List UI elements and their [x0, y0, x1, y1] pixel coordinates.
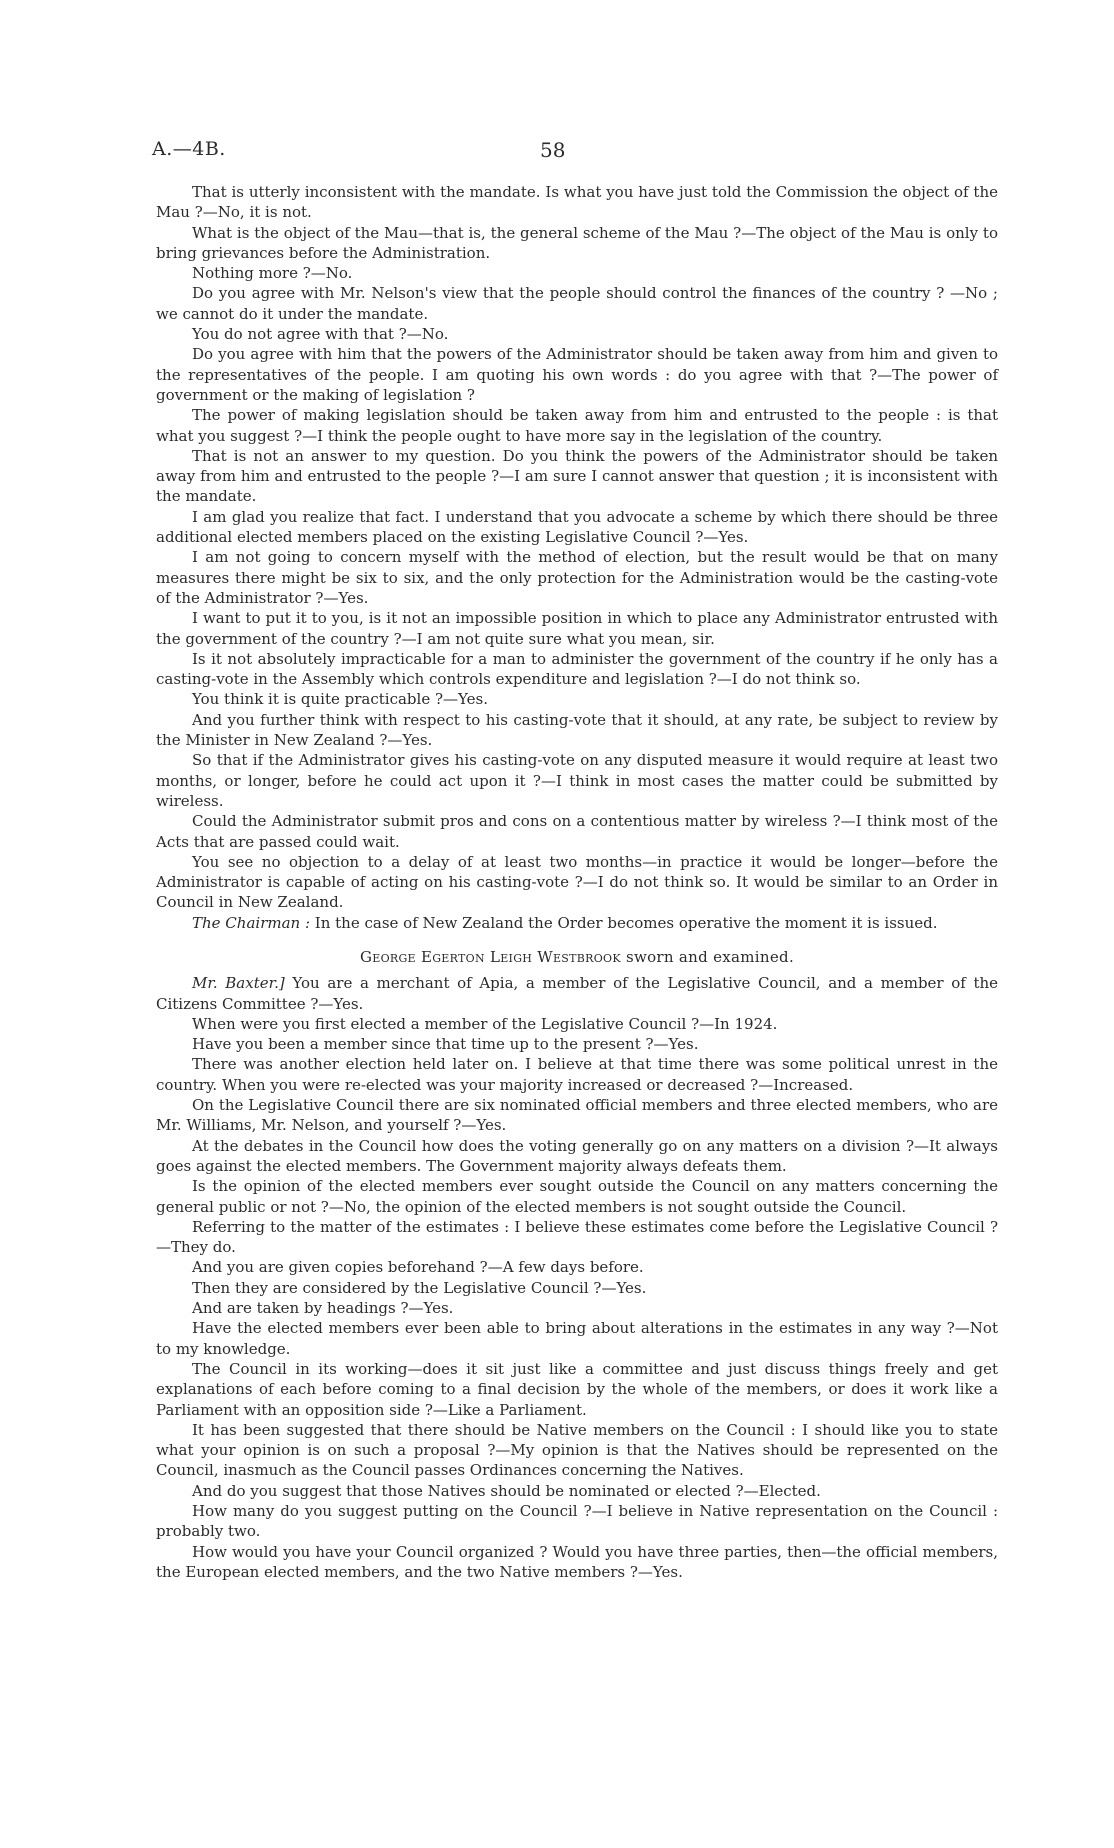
baxter-question — [156, 973, 998, 1014]
testimony-paragraph: So that if the Administrator gives his casting-vote on any disputed measure it would require at least two months, or longer, before he could act upon it ?—I think in most cases the matter could be submitted by wireless. — [156, 751, 998, 810]
testimony-paragraph: How would you have your Council organized ? Would you have three parties, then—the official members, the European elected members, and the two Native members ?—Yes. — [156, 1542, 998, 1581]
testimony-paragraph: On the Legislative Council there are six nominated official members and three elected members, who are Mr. Williams, Mr. Nelson, and yourself ?—Yes. — [156, 1096, 998, 1135]
testimony-paragraph: The power of making legislation should be taken away from him and entrusted to the people : is that what you suggest ?—I think the people ought to have more say in the legislation of the country. — [156, 406, 998, 445]
testimony-paragraph: I am glad you realize that fact. I understand that you advocate a scheme by which there should be three additional elected members placed on the existing Legislative Council ?—Yes. — [156, 507, 998, 547]
testimony-paragraph: When were you first elected a member of the Legislative Council ?—In 1924. — [192, 1014, 778, 1033]
chairman-text: In the case of New Zealand the Order becomes operative the moment it is issued. — [314, 913, 938, 932]
testimony-paragraph: I am not going to concern myself with the method of election, but the result would be that on many measures there might be six to six, and the only protection for the Administration would be the casting-vote of the Administrator ?—Yes. — [156, 548, 998, 607]
baxter-speaker: Mr. Baxter.] — [192, 974, 285, 993]
baxter-text: You are a merchant of Apia, a member of the Legislative Council, and a member of the Citizens Committee ?—Yes. — [156, 974, 999, 1013]
testimony-paragraph: And you are given copies beforehand ?—A few days before. — [192, 1258, 644, 1277]
testimony-paragraph: Referring to the matter of the estimates : I believe these estimates come before the Legislative Council ?—They do. — [156, 1217, 998, 1257]
testimony-paragraph: Is the opinion of the elected members ever sought outside the Council on any matters concerning the general public or not ?—No, the opinion of the elected members is not sought outside the Council. — [156, 1177, 998, 1216]
testimony-paragraph: Nothing more ?—No. — [192, 264, 353, 283]
testimony-paragraph: Have you been a member since that time up to the present ?—Yes. — [192, 1035, 699, 1054]
document-body — [156, 182, 998, 1582]
witness-heading-suffix: sworn and examined. — [625, 947, 795, 966]
testimony-paragraph: Is it not absolutely impracticable for a man to administer the government of the country if he only has a casting-vote in the Assembly which controls expenditure and legislation ?—I do not think so. — [156, 649, 998, 689]
testimony-paragraph: That is utterly inconsistent with the mandate. Is what you have just told the Commission the object of the Mau ?—No, it is not. — [156, 183, 998, 222]
testimony-paragraph: Do you agree with him that the powers of the Administrator should be taken away from him and given to the representatives of the people. I am quoting his own words : do you agree with that ?—The power of government or the making of legislation ? — [156, 345, 998, 404]
testimony-before — [156, 182, 998, 913]
testimony-paragraph: And you further think with respect to his casting-vote that it should, at any rate, be subject to review by the Minister in New Zealand ?—Yes. — [156, 710, 998, 750]
testimony-paragraph: Have the elected members ever been able to bring about alterations in the estimates in any way ?—Not to my knowledge. — [156, 1319, 998, 1358]
testimony-paragraph: That is not an answer to my question. Do you think the powers of the Administrator should be taken away from him and entrusted to the people ?—I am sure I cannot answer that question ; it is inconsistent with the mandate. — [156, 446, 998, 506]
testimony-paragraph: How many do you suggest putting on the Council ?—I believe in Native representation on the Council : probably two. — [156, 1502, 998, 1541]
testimony-paragraph: You do not agree with that ?—No. — [192, 325, 449, 344]
testimony-paragraph: There was another election held later on. I believe at that time there was some political unrest in the country. When you were re-elected was your majority increased or decreased ?—Increased. — [156, 1055, 998, 1094]
testimony-paragraph: Then they are considered by the Legislative Council ?—Yes. — [192, 1278, 647, 1297]
testimony-paragraph: What is the object of the Mau—that is, the general scheme of the Mau ?—The object of the Mau is only to bring grievances before the Administration. — [156, 223, 998, 262]
testimony-after — [156, 1014, 998, 1582]
testimony-paragraph: You see no objection to a delay of at least two months—in practice it would be longer—before the Administrator is capable of acting on his casting-vote ?—I do not think so. It would be similar to an Order in Council in New Zealand. — [156, 852, 998, 912]
testimony-paragraph: It has been suggested that there should be Native members on the Council : I should like you to state what your opinion is on such a proposal ?—My opinion is that the Natives should be represented on the Council, inasmuch as the Council passes Ordinances concerning the Natives. — [156, 1420, 998, 1480]
testimony-paragraph: And do you suggest that those Natives should be nominated or elected ?—Elected. — [192, 1481, 821, 1500]
testimony-paragraph: The Council in its working—does it sit just like a committee and just discuss things freely and get explanations of each before coming to a final decision by the whole of the members, or does it work like a Parliament with an opposition side ?—Like a Parliament. — [156, 1359, 998, 1419]
chairman-speaker: The Chairman : — [192, 913, 311, 932]
page-number: 58 — [540, 138, 566, 162]
page-header — [0, 138, 1114, 168]
witness-name: George Egerton Leigh Westbrook — [359, 947, 621, 966]
chairman-remark — [156, 913, 998, 933]
testimony-paragraph: I want to put it to you, is it not an impossible position in which to place any Administrator entrusted with the government of the country ?—I am not quite sure what you mean, sir. — [156, 609, 998, 648]
testimony-paragraph: At the debates in the Council how does the voting generally go on any matters on a division ?—It always goes against the elected members. The Government majority always defeats them. — [156, 1136, 998, 1175]
witness-heading — [156, 947, 998, 967]
testimony-paragraph: And are taken by headings ?—Yes. — [192, 1299, 454, 1318]
testimony-paragraph: Could the Administrator submit pros and cons on a contentious matter by wireless ?—I think most of the Acts that are passed could wait. — [156, 812, 998, 851]
document-reference: A.—4B. — [152, 138, 226, 160]
testimony-paragraph: You think it is quite practicable ?—Yes. — [192, 690, 488, 709]
testimony-paragraph: Do you agree with Mr. Nelson's view that the people should control the finances of the country ? —No ; we cannot do it under the mandate. — [156, 284, 998, 323]
